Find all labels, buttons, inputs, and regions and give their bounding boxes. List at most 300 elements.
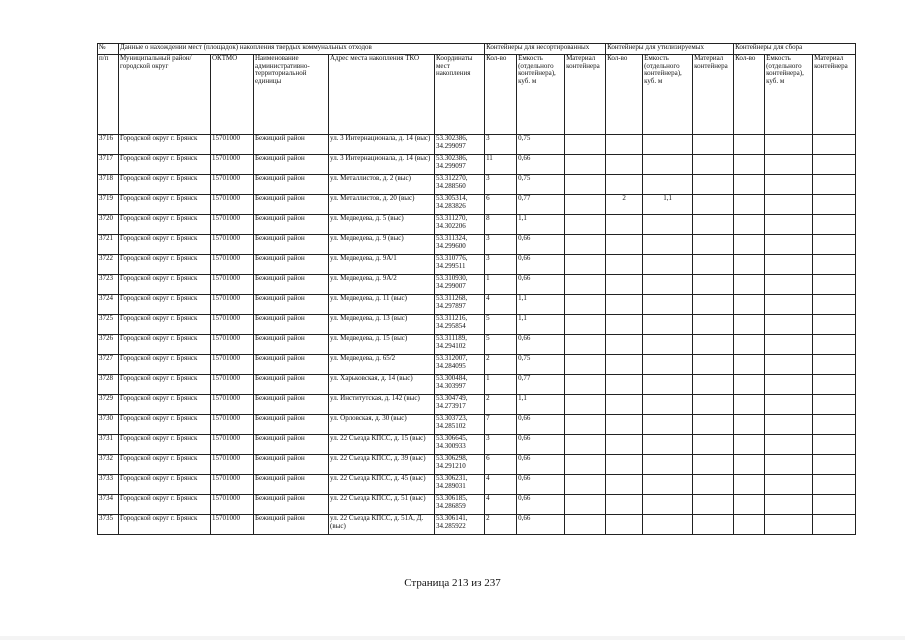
cell-unsorted-capacity: 1,1 xyxy=(517,395,565,415)
header-data-group: Данные о нахождении мест (площадок) накопления твердых коммунальных отходов xyxy=(119,44,485,55)
cell-recycle-material xyxy=(693,375,734,395)
cell-oktmo: 15701000 xyxy=(211,435,254,455)
cell-unit: Бежицкий район xyxy=(254,435,329,455)
cell-unsorted-material xyxy=(565,255,606,275)
cell-oktmo: 15701000 xyxy=(211,235,254,255)
cell-recycle-count xyxy=(606,235,643,255)
cell-collect-count xyxy=(734,315,765,335)
header-recycle-group: Контейнеры для утилизируемых xyxy=(606,44,734,55)
cell-oktmo: 15701000 xyxy=(211,315,254,335)
table-body xyxy=(98,135,856,535)
cell-collect-material xyxy=(813,515,856,535)
header-unsorted-group: Контейнеры для несортированных xyxy=(485,44,606,55)
cell-recycle-capacity xyxy=(643,455,693,475)
cell-address: ул. Орловская, д. 30 (выс) xyxy=(329,415,435,435)
cell-collect-count xyxy=(734,475,765,495)
cell-address: ул. 3 Интернационала, д. 14 (выс) xyxy=(329,155,435,175)
cell-oktmo: 15701000 xyxy=(211,355,254,375)
cell-collect-count xyxy=(734,355,765,375)
col-recycle-material: Материал контейнера xyxy=(693,55,734,135)
cell-coords: 53.311216, 34.295854 xyxy=(435,315,485,335)
cell-recycle-count xyxy=(606,255,643,275)
table-row xyxy=(98,375,856,395)
cell-address: ул. Медведева, д. 9 (выс) xyxy=(329,235,435,255)
cell-unsorted-capacity: 0,66 xyxy=(517,515,565,535)
cell-collect-count xyxy=(734,135,765,155)
cell-collect-material xyxy=(813,235,856,255)
cell-unsorted-material xyxy=(565,135,606,155)
cell-num: 3730 xyxy=(98,415,119,435)
cell-recycle-capacity xyxy=(643,415,693,435)
cell-unsorted-material xyxy=(565,155,606,175)
col-collect-capacity: Емкость (отдельного контейнера), куб. м xyxy=(765,55,813,135)
cell-municipality: Городской округ г. Брянск xyxy=(119,295,211,315)
cell-address: ул. Медведева, д. 13 (выс) xyxy=(329,315,435,335)
col-recycle-count: Кол-во xyxy=(606,55,643,135)
cell-collect-material xyxy=(813,275,856,295)
cell-recycle-count xyxy=(606,375,643,395)
cell-unsorted-capacity: 0,75 xyxy=(517,355,565,375)
col-collect-count: Кол-во xyxy=(734,55,765,135)
cell-collect-count xyxy=(734,255,765,275)
cell-municipality: Городской округ г. Брянск xyxy=(119,355,211,375)
cell-coords: 53.303723, 34.285102 xyxy=(435,415,485,435)
cell-collect-count xyxy=(734,195,765,215)
cell-address: ул. 3 Интернационала, д. 14 (выс) xyxy=(329,135,435,155)
cell-collect-material xyxy=(813,355,856,375)
cell-recycle-count xyxy=(606,275,643,295)
cell-recycle-material xyxy=(693,295,734,315)
cell-recycle-count xyxy=(606,155,643,175)
cell-collect-material xyxy=(813,295,856,315)
cell-num: 3719 xyxy=(98,195,119,215)
cell-unsorted-material xyxy=(565,495,606,515)
cell-municipality: Городской округ г. Брянск xyxy=(119,235,211,255)
table-row xyxy=(98,215,856,235)
cell-coords: 53.311324, 34.299600 xyxy=(435,235,485,255)
cell-collect-material xyxy=(813,255,856,275)
cell-recycle-material xyxy=(693,395,734,415)
cell-unit: Бежицкий район xyxy=(254,495,329,515)
cell-unsorted-material xyxy=(565,235,606,255)
cell-unsorted-capacity: 0,75 xyxy=(517,175,565,195)
cell-collect-capacity xyxy=(765,155,813,175)
cell-recycle-capacity xyxy=(643,235,693,255)
cell-num: 3716 xyxy=(98,135,119,155)
cell-address: ул. Металлистов, д. 2 (выс) xyxy=(329,175,435,195)
table-row xyxy=(98,155,856,175)
cell-recycle-material xyxy=(693,455,734,475)
cell-recycle-capacity xyxy=(643,295,693,315)
cell-recycle-capacity xyxy=(643,515,693,535)
cell-unsorted-capacity: 0,66 xyxy=(517,455,565,475)
cell-collect-capacity xyxy=(765,475,813,495)
cell-recycle-capacity xyxy=(643,355,693,375)
cell-address: ул. Медведева, д. 5 (выс) xyxy=(329,215,435,235)
cell-unsorted-count: 6 xyxy=(485,195,517,215)
cell-unsorted-capacity: 0,66 xyxy=(517,335,565,355)
cell-unit: Бежицкий район xyxy=(254,135,329,155)
cell-coords: 53.312270, 34.288560 xyxy=(435,175,485,195)
cell-num: 3718 xyxy=(98,175,119,195)
cell-municipality: Городской округ г. Брянск xyxy=(119,175,211,195)
cell-address: ул. 22 Съезда КПСС, д. 51А, Д. (выс) xyxy=(329,515,435,535)
cell-recycle-material xyxy=(693,315,734,335)
cell-collect-capacity xyxy=(765,295,813,315)
cell-oktmo: 15701000 xyxy=(211,395,254,415)
cell-unsorted-count: 1 xyxy=(485,275,517,295)
cell-collect-capacity xyxy=(765,335,813,355)
cell-coords: 53.305314, 34.283826 xyxy=(435,195,485,215)
cell-recycle-count xyxy=(606,315,643,335)
cell-unsorted-capacity: 0,77 xyxy=(517,375,565,395)
cell-unsorted-count: 2 xyxy=(485,515,517,535)
cell-unsorted-material xyxy=(565,455,606,475)
cell-recycle-material xyxy=(693,175,734,195)
cell-coords: 53.306298, 34.291210 xyxy=(435,455,485,475)
cell-recycle-material xyxy=(693,195,734,215)
table-row xyxy=(98,195,856,215)
cell-coords: 53.306231, 34.289031 xyxy=(435,475,485,495)
cell-unsorted-count: 3 xyxy=(485,235,517,255)
cell-unsorted-count: 8 xyxy=(485,215,517,235)
cell-recycle-capacity xyxy=(643,255,693,275)
cell-num: 3735 xyxy=(98,515,119,535)
cell-municipality: Городской округ г. Брянск xyxy=(119,415,211,435)
cell-municipality: Городской округ г. Брянск xyxy=(119,475,211,495)
cell-num: 3720 xyxy=(98,215,119,235)
cell-recycle-count xyxy=(606,175,643,195)
cell-unsorted-material xyxy=(565,375,606,395)
cell-unit: Бежицкий район xyxy=(254,175,329,195)
cell-recycle-count xyxy=(606,335,643,355)
cell-recycle-capacity xyxy=(643,495,693,515)
cell-recycle-material xyxy=(693,155,734,175)
cell-unsorted-material xyxy=(565,475,606,495)
cell-coords: 53.306185, 34.286859 xyxy=(435,495,485,515)
cell-recycle-material xyxy=(693,495,734,515)
cell-recycle-material xyxy=(693,475,734,495)
cell-recycle-capacity xyxy=(643,375,693,395)
cell-num: 3724 xyxy=(98,295,119,315)
cell-oktmo: 15701000 xyxy=(211,295,254,315)
table-row xyxy=(98,435,856,455)
table-row xyxy=(98,455,856,475)
cell-collect-capacity xyxy=(765,375,813,395)
cell-recycle-material xyxy=(693,415,734,435)
cell-unsorted-count: 4 xyxy=(485,475,517,495)
cell-unit: Бежицкий район xyxy=(254,455,329,475)
cell-collect-capacity xyxy=(765,175,813,195)
table-row xyxy=(98,355,856,375)
col-unsorted-capacity: Емкость (отдельного контейнера), куб. м xyxy=(517,55,565,135)
cell-unsorted-material xyxy=(565,295,606,315)
cell-num: 3733 xyxy=(98,475,119,495)
cell-address: ул. Медведева, д. 9А/1 xyxy=(329,255,435,275)
cell-recycle-material xyxy=(693,275,734,295)
table-header xyxy=(98,44,856,135)
col-coords: Координаты мест накопления xyxy=(435,55,485,135)
cell-num: 3729 xyxy=(98,395,119,415)
cell-recycle-count xyxy=(606,215,643,235)
cell-recycle-capacity: 1,1 xyxy=(643,195,693,215)
table-row xyxy=(98,235,856,255)
cell-recycle-count xyxy=(606,135,643,155)
cell-recycle-count xyxy=(606,515,643,535)
table-row xyxy=(98,315,856,335)
cell-oktmo: 15701000 xyxy=(211,135,254,155)
cell-unsorted-material xyxy=(565,435,606,455)
cell-municipality: Городской округ г. Брянск xyxy=(119,315,211,335)
header-num-symbol: № xyxy=(98,44,119,55)
cell-num: 3732 xyxy=(98,455,119,475)
cell-num: 3725 xyxy=(98,315,119,335)
table-row xyxy=(98,255,856,275)
cell-address: ул. Медведева, д. 11 (выс) xyxy=(329,295,435,315)
cell-coords: 53.312007, 34.284095 xyxy=(435,355,485,375)
cell-unsorted-capacity: 0,66 xyxy=(517,235,565,255)
cell-collect-capacity xyxy=(765,315,813,335)
cell-address: ул. Харьковская, д. 14 (выс) xyxy=(329,375,435,395)
cell-unsorted-material xyxy=(565,175,606,195)
cell-collect-material xyxy=(813,195,856,215)
cell-address: ул. 22 Съезда КПСС, д. 51 (выс) xyxy=(329,495,435,515)
cell-recycle-material xyxy=(693,235,734,255)
cell-collect-capacity xyxy=(765,515,813,535)
col-collect-material: Материал контейнера xyxy=(813,55,856,135)
table-row xyxy=(98,415,856,435)
cell-unsorted-count: 6 xyxy=(485,455,517,475)
cell-collect-count xyxy=(734,335,765,355)
cell-address: ул. 22 Съезда КПСС, д. 45 (выс) xyxy=(329,475,435,495)
table-row xyxy=(98,395,856,415)
cell-collect-count xyxy=(734,415,765,435)
cell-unsorted-material xyxy=(565,395,606,415)
cell-collect-material xyxy=(813,155,856,175)
cell-unsorted-capacity: 0,66 xyxy=(517,155,565,175)
cell-collect-capacity xyxy=(765,275,813,295)
cell-municipality: Городской округ г. Брянск xyxy=(119,375,211,395)
cell-address: ул. Институтская, д. 142 (выс) xyxy=(329,395,435,415)
cell-unit: Бежицкий район xyxy=(254,375,329,395)
cell-unit: Бежицкий район xyxy=(254,195,329,215)
cell-unsorted-capacity: 1,1 xyxy=(517,295,565,315)
cell-collect-material xyxy=(813,475,856,495)
cell-collect-capacity xyxy=(765,355,813,375)
cell-oktmo: 15701000 xyxy=(211,455,254,475)
cell-recycle-capacity xyxy=(643,475,693,495)
cell-address: ул. Медведева, д. 15 (выс) xyxy=(329,335,435,355)
col-unsorted-count: Кол-во xyxy=(485,55,517,135)
col-address: Адрес места накопления ТКО xyxy=(329,55,435,135)
col-oktmo: ОКТМО xyxy=(211,55,254,135)
cell-collect-count xyxy=(734,215,765,235)
table-row xyxy=(98,335,856,355)
cell-coords: 53.300484, 34.303997 xyxy=(435,375,485,395)
table-row xyxy=(98,495,856,515)
cell-address: ул. Медведева, д. 9А/2 xyxy=(329,275,435,295)
cell-unsorted-capacity: 0,66 xyxy=(517,275,565,295)
cell-recycle-count xyxy=(606,435,643,455)
cell-num: 3723 xyxy=(98,275,119,295)
cell-collect-count xyxy=(734,235,765,255)
document-sheet xyxy=(97,43,855,535)
header-group-row xyxy=(98,44,856,55)
cell-unit: Бежицкий район xyxy=(254,475,329,495)
cell-recycle-count xyxy=(606,475,643,495)
cell-coords: 53.302386, 34.299097 xyxy=(435,155,485,175)
cell-coords: 53.311268, 34.297897 xyxy=(435,295,485,315)
cell-collect-material xyxy=(813,495,856,515)
cell-num: 3726 xyxy=(98,335,119,355)
cell-collect-count xyxy=(734,375,765,395)
cell-unit: Бежицкий район xyxy=(254,355,329,375)
cell-collect-capacity xyxy=(765,435,813,455)
cell-unsorted-material xyxy=(565,415,606,435)
cell-unsorted-count: 3 xyxy=(485,435,517,455)
cell-collect-material xyxy=(813,335,856,355)
cell-collect-capacity xyxy=(765,215,813,235)
table-row xyxy=(98,515,856,535)
cell-collect-material xyxy=(813,135,856,155)
cell-unsorted-count: 1 xyxy=(485,375,517,395)
cell-recycle-capacity xyxy=(643,275,693,295)
cell-unit: Бежицкий район xyxy=(254,235,329,255)
cell-oktmo: 15701000 xyxy=(211,415,254,435)
cell-collect-count xyxy=(734,155,765,175)
cell-collect-material xyxy=(813,455,856,475)
cell-unsorted-capacity: 1,1 xyxy=(517,215,565,235)
cell-unsorted-material xyxy=(565,215,606,235)
cell-unit: Бежицкий район xyxy=(254,335,329,355)
cell-num: 3721 xyxy=(98,235,119,255)
page-number: Страница 213 из 237 xyxy=(404,577,501,589)
cell-collect-count xyxy=(734,395,765,415)
cell-collect-count xyxy=(734,455,765,475)
cell-recycle-count xyxy=(606,495,643,515)
cell-unsorted-material xyxy=(565,335,606,355)
cell-unsorted-material xyxy=(565,195,606,215)
cell-collect-capacity xyxy=(765,415,813,435)
table-row xyxy=(98,175,856,195)
cell-unsorted-count: 5 xyxy=(485,315,517,335)
cell-recycle-material xyxy=(693,255,734,275)
cell-unsorted-capacity: 0,77 xyxy=(517,195,565,215)
cell-unit: Бежицкий район xyxy=(254,395,329,415)
col-municipality: Муниципальный район/городской округ xyxy=(119,55,211,135)
cell-unit: Бежицкий район xyxy=(254,315,329,335)
cell-oktmo: 15701000 xyxy=(211,255,254,275)
cell-collect-count xyxy=(734,495,765,515)
cell-collect-capacity xyxy=(765,135,813,155)
cell-coords: 53.304749, 34.273917 xyxy=(435,395,485,415)
cell-unsorted-material xyxy=(565,275,606,295)
col-unsorted-material: Материал контейнера xyxy=(565,55,606,135)
cell-collect-material xyxy=(813,175,856,195)
cell-municipality: Городской округ г. Брянск xyxy=(119,435,211,455)
cell-unsorted-count: 4 xyxy=(485,495,517,515)
table-row xyxy=(98,275,856,295)
cell-collect-capacity xyxy=(765,255,813,275)
cell-collect-capacity xyxy=(765,495,813,515)
cell-recycle-material xyxy=(693,335,734,355)
cell-municipality: Городской округ г. Брянск xyxy=(119,215,211,235)
cell-municipality: Городской округ г. Брянск xyxy=(119,515,211,535)
cell-coords: 53.311189, 34.294102 xyxy=(435,335,485,355)
cell-recycle-material xyxy=(693,135,734,155)
cell-num: 3728 xyxy=(98,375,119,395)
cell-oktmo: 15701000 xyxy=(211,215,254,235)
cell-unsorted-count: 3 xyxy=(485,135,517,155)
cell-recycle-count xyxy=(606,455,643,475)
cell-oktmo: 15701000 xyxy=(211,195,254,215)
cell-recycle-count xyxy=(606,395,643,415)
cell-recycle-count xyxy=(606,295,643,315)
cell-unit: Бежицкий район xyxy=(254,275,329,295)
cell-municipality: Городской округ г. Брянск xyxy=(119,495,211,515)
cell-unsorted-capacity: 0,75 xyxy=(517,135,565,155)
cell-municipality: Городской округ г. Брянск xyxy=(119,455,211,475)
cell-recycle-capacity xyxy=(643,155,693,175)
cell-municipality: Городской округ г. Брянск xyxy=(119,195,211,215)
table-row xyxy=(98,135,856,155)
cell-recycle-material xyxy=(693,435,734,455)
cell-recycle-count xyxy=(606,355,643,375)
cell-collect-capacity xyxy=(765,235,813,255)
cell-unsorted-capacity: 0,66 xyxy=(517,415,565,435)
cell-oktmo: 15701000 xyxy=(211,155,254,175)
cell-collect-material xyxy=(813,315,856,335)
cell-collect-material xyxy=(813,215,856,235)
cell-oktmo: 15701000 xyxy=(211,275,254,295)
cell-collect-count xyxy=(734,435,765,455)
col-recycle-capacity: Емкость (отдельного контейнера), куб. м xyxy=(643,55,693,135)
cell-unsorted-count: 3 xyxy=(485,255,517,275)
cell-num: 3731 xyxy=(98,435,119,455)
cell-unsorted-capacity: 0,66 xyxy=(517,255,565,275)
col-num: п/п xyxy=(98,55,119,135)
cell-coords: 53.306141, 34.285922 xyxy=(435,515,485,535)
cell-recycle-capacity xyxy=(643,175,693,195)
cell-municipality: Городской округ г. Брянск xyxy=(119,155,211,175)
cell-recycle-capacity xyxy=(643,135,693,155)
cell-address: ул. Металлистов, д. 20 (выс) xyxy=(329,195,435,215)
cell-oktmo: 15701000 xyxy=(211,515,254,535)
cell-unsorted-count: 3 xyxy=(485,175,517,195)
cell-num: 3734 xyxy=(98,495,119,515)
cell-municipality: Городской округ г. Брянск xyxy=(119,395,211,415)
cell-coords: 53.311270, 34.302206 xyxy=(435,215,485,235)
cell-oktmo: 15701000 xyxy=(211,495,254,515)
cell-recycle-material xyxy=(693,515,734,535)
cell-municipality: Городской округ г. Брянск xyxy=(119,335,211,355)
cell-unit: Бежицкий район xyxy=(254,415,329,435)
cell-collect-capacity xyxy=(765,455,813,475)
cell-unit: Бежицкий район xyxy=(254,155,329,175)
header-column-row xyxy=(98,55,856,135)
cell-num: 3722 xyxy=(98,255,119,275)
table-row xyxy=(98,295,856,315)
cell-unsorted-capacity: 0,66 xyxy=(517,495,565,515)
cell-recycle-count: 2 xyxy=(606,195,643,215)
cell-collect-capacity xyxy=(765,395,813,415)
cell-municipality: Городской округ г. Брянск xyxy=(119,275,211,295)
scan-bottom-edge xyxy=(0,636,905,640)
cell-recycle-capacity xyxy=(643,335,693,355)
cell-num: 3727 xyxy=(98,355,119,375)
cell-address: ул. 22 Съезда КПСС, д. 39 (выс) xyxy=(329,455,435,475)
cell-unit: Бежицкий район xyxy=(254,295,329,315)
